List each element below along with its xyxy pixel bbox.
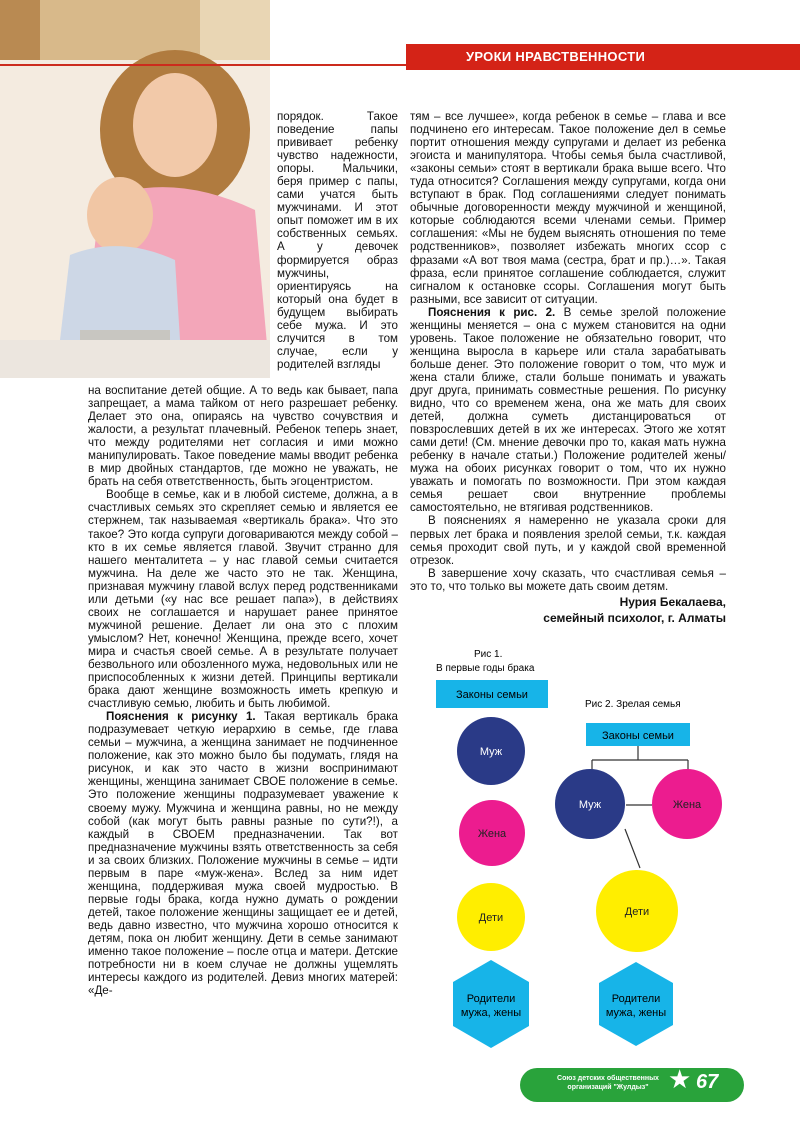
fig2-explanation-text: В семье зрелой положение женщины меняется – она с мужем становится на одни уровень. Такое положение не обязательно говорит, что женщина выросла в карьере или стала зарабатывать больше денег. Это положение говорит о том, что муж и жена стали ближе, стали больше понимать и уважать друг друга, принимать совместные решения. По рисунку видно, что со временем жена, она же мать для своих детей, должна суметь дистанцироваться от повзрослевших детей в их же интересах. Этого же хотят сами дети! (См. мнение девочки про то, какая мать нужна ребенку в начале статьи.) Положение родителей жены/мужа на обоих рисунках говорит о том, что их нужно уважать и помогать по возможности. При этом каждая семья решает свои внутренние проблемы самостоятельно, не втягивая родственников.	[410, 305, 726, 515]
footer-org: Союз детских общественных организаций "Жулдыз"	[557, 1075, 659, 1091]
right-paragraph-tail-2: В завершение хочу сказать, что счастливая семья – это то, что только вы можете дать своим детям.	[410, 566, 726, 593]
author-role: семейный психолог, г. Алматы	[543, 610, 726, 625]
fig2-children-label: Дети	[624, 906, 650, 918]
left-column	[88, 384, 398, 997]
right-column	[410, 110, 726, 625]
fig1-explanation	[88, 710, 398, 997]
fig2-explanation	[410, 306, 726, 515]
section-tag: УРОКИ НРАВСТВЕННОСТИ	[406, 44, 800, 70]
family-diagrams	[410, 650, 800, 1070]
right-paragraph-tail-1: В пояснениях я намеренно не указала сроки для первых лет брака и появления зрелой семьи, т.к. каждая семья проходит свой путь, и у каждой свой временной отрезок.	[410, 514, 726, 567]
author-name: Нурия Бекалаева,	[619, 594, 726, 609]
narrow-text: порядок. Такое поведение папы прививает ребенку чувство надежности, опоры. Мальчики, беря пример с папы, сами учатся быть мужчинами. И этот опыт поможет им в их собственных семьях. А у девочек формируется образ мужчины, ориентируясь на который она будет в будущем выбирать себе мужа. И это случится в том случае, если у родителей взгляды	[277, 110, 398, 371]
left-paragraph-1: на воспитание детей общие. А то ведь как бывает, папа запрещает, а мама тайком от него разрешает ребенку. Делает это она, опираясь на чувство сочувствия и жалости, а результат плачевный. Ребенок теперь знает, что между родителями нет согласия и ими можно манипулировать. Такое поведение мамы вводит ребенка в мир двойных стандартов, где можно не уважать, не брать на себя ответственность, быть эгоцентристом.	[88, 384, 398, 489]
fig1-caption-line2: В первые годы брака	[436, 663, 535, 674]
fig2-caption: Рис 2. Зрелая семья	[585, 699, 681, 710]
fig2-husband-label: Муж	[578, 799, 602, 811]
narrow-column	[277, 110, 398, 371]
diagram-canvas	[410, 650, 800, 1070]
fig2-parents-label-1: Родители	[611, 993, 661, 1005]
fig2-laws-label: Законы семьи	[602, 730, 674, 742]
fig1-parents-label-1: Родители	[466, 993, 516, 1005]
fig2-explanation-lead: Пояснения к рис. 2.	[428, 305, 556, 319]
photo-illustration	[0, 0, 270, 378]
fig1-children-label: Дети	[478, 912, 504, 924]
fig1-laws-label: Законы семьи	[456, 689, 528, 701]
fig1-caption-line1: Рис 1.	[474, 650, 503, 660]
fig2-wife-label: Жена	[672, 799, 702, 811]
fig1-wife-label: Жена	[477, 828, 507, 840]
mother-child-photo	[0, 0, 270, 378]
fig1-husband-label: Муж	[479, 746, 503, 758]
star-icon: ★	[668, 1064, 692, 1094]
right-paragraph-1: тям – все лучшее», когда ребенок в семье – глава и все подчинено его интересам. Такое положение дел в семье портит отношения между супругами и делает из ребенка эгоиста и манипулятора. Чтобы семья была счастливой, «законы семьи» стоят в вертикали брака выше всего. Что туда относится? Соглашения между супругами, когда они вступают в брак. Под соглашениями следует понимать обычные договоренности между мужчиной и женщиной, которые соблюдаются всеми членами семьи. Пример соглашения: «Мы не будем выяснять отношения по теме родственников», позволяет избежать многих ссор с фразами «А вот твоя мама (сестра, брат и пр.)…». Такая фраза, если принятое соглашение соблюдается, служит сигналом к остановке ссоры. Соглашения могут быть разными, все зависит от ситуации.	[410, 110, 726, 306]
fig2-husband-children-link	[625, 829, 640, 868]
page-footer-badge	[520, 1064, 744, 1102]
left-paragraph-2: Вообще в семье, как и в любой системе, должна, а в счастливых семьях это скрепляет семью и является ее стержнем, так называемая «вертикаль брака». Что это такое? Это когда супруги договариваются между собой – кто в их семье является главой. Звучит странно для нашего менталитета – у нас главой семьи считается мужчина. На деле же часто это не так. Женщина, признавая мужчину главой вслух перед родственниками или детьми («у нас все решает папа»), в действиях своих не соглашается и нарушает ранее принятое мужчиной решение. Делает ли она это с плохим умыслом? Нет, конечно! Женщина, прежде всего, хочет мира и счастья своей семье. А в результате получает безвольного или обозленного мужа, недовольных или не приспособленных к жизни детей. Принципы вертикали брака дают женщине возможность иметь крепкую и счастливую семью, любить и быть любимой.	[88, 488, 398, 711]
page-number: 67	[696, 1071, 719, 1093]
fig2-parents-label-2: мужа, жены	[605, 1007, 667, 1019]
fig1-explanation-lead: Пояснения к рисунку 1.	[106, 710, 256, 724]
fig1-explanation-text: Такая вертикаль брака подразумевает четкую иерархию в семье, где глава семьи – мужчина, а женщина занимает не подчиненное положение, как это можно было бы подумать, глядя на рисунок, и как это часто в жизни воспринимают женщины, женщина занимает СВОЕ положение в семье. Это положение женщины подразумевает уважение к своему мужу. Мужчина и женщина равны, но не между собой (как могут быть равны разные по сути?!), а каждый в СВОЕМ предназначении. Так вот предназначение мужчины взять ответственность за себя и за своих близких. Положение мужчины в семье – идти первым в паре «муж-жена». Вслед за ним идет женщина, поддерживая мужа своей мудростью. В первые годы брака, когда нужно думать о рождении детей, такое положение женщины защищает ее и детей, ведь давно известно, что мужчина хорошо относится к детям, пока он любит женщину. Дети в семье занимают именно такое положение – после отца и матери. Детские потребности ни в коем случае не должны ущемлять интересы каждого из родителей. Девиз многих матерей: «Де-	[88, 710, 398, 998]
fig1-parents-label-2: мужа, жены	[460, 1007, 522, 1019]
